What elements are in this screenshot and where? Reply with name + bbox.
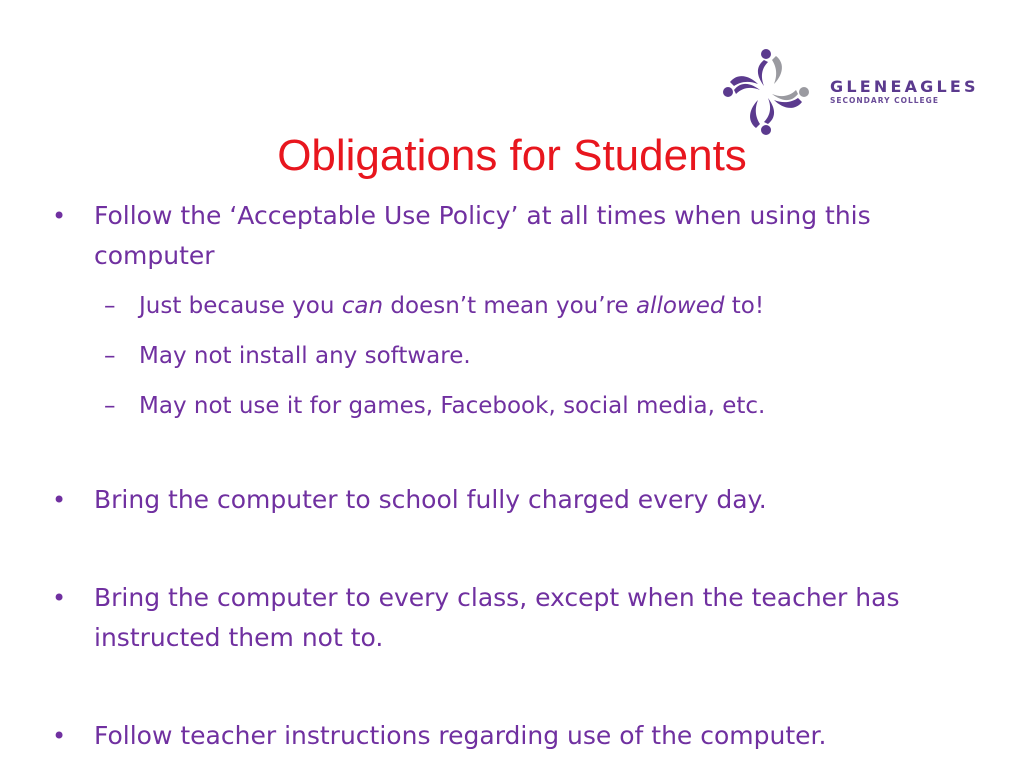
- bullet-text: Bring the computer to school fully charged every day.: [94, 485, 767, 514]
- slide-title: Obligations for Students: [277, 131, 747, 180]
- bullet-marker: •: [52, 584, 67, 612]
- bullet-item: [48, 480, 988, 520]
- school-logo: [720, 46, 990, 138]
- sub-bullet-marker: –: [104, 343, 116, 369]
- sub-bullet-item: [48, 340, 988, 372]
- sub-bullet-item: [48, 390, 988, 422]
- bullet-marker: •: [52, 202, 67, 230]
- bullet-text: Bring the computer to every class, except when the teacher has instructed them not to.: [94, 583, 900, 652]
- sub-bullet-item: [48, 290, 988, 322]
- bullet-marker: •: [52, 486, 67, 514]
- bullet-marker: •: [52, 722, 67, 750]
- bullet-item: [48, 716, 988, 756]
- slide-body: [48, 196, 988, 756]
- sub-bullet-text-mid: doesn’t mean you’re: [383, 293, 636, 319]
- logo-school-subtitle: SECONDARY COLLEGE: [830, 96, 939, 105]
- sub-bullet-text: May not use it for games, Facebook, social media, etc.: [139, 393, 766, 419]
- sub-bullet-text: May not install any software.: [139, 343, 471, 369]
- gleneagles-emblem-icon: [720, 46, 812, 138]
- bullet-item: [48, 578, 988, 658]
- bullet-item: [48, 196, 988, 276]
- sub-bullet-emphasis-can: can: [341, 293, 384, 319]
- logo-wordmark: [830, 78, 979, 106]
- sub-bullet-marker: –: [104, 293, 116, 319]
- sub-bullet-emphasis-allowed: allowed: [635, 293, 725, 319]
- sub-bullet-text-pre: Just because you: [139, 293, 342, 319]
- sub-bullet-text-post: to!: [724, 293, 765, 319]
- bullet-text: Follow the ‘Acceptable Use Policy’ at all times when using this computer: [94, 201, 871, 270]
- logo-school-name: GLENEAGLES: [830, 77, 979, 96]
- bullet-text: Follow teacher instructions regarding use of the computer.: [94, 721, 827, 750]
- sub-bullet-marker: –: [104, 393, 116, 419]
